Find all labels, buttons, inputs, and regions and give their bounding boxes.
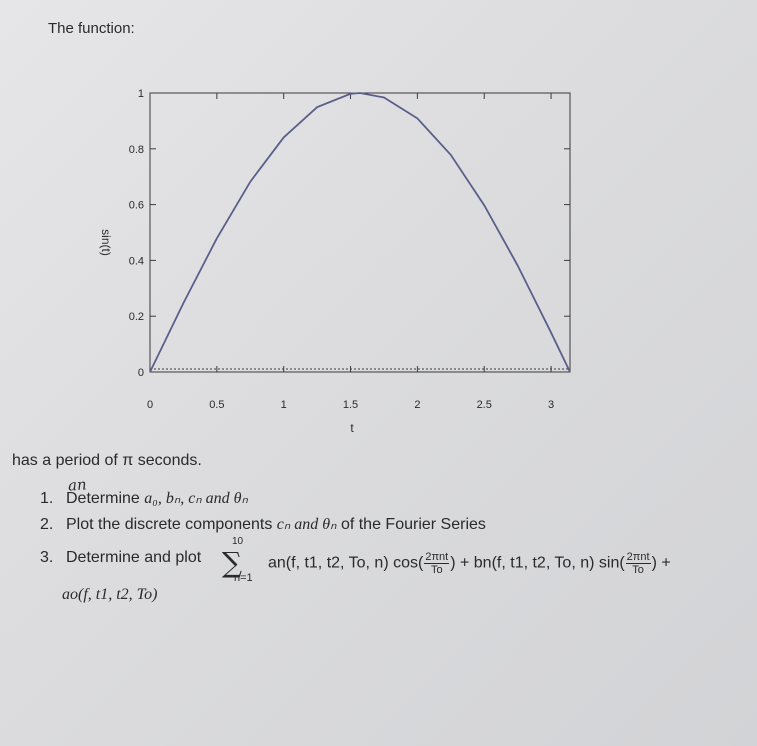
x-tick-label: 2.5 xyxy=(476,399,492,411)
item-2: 2. Plot the discrete components cₙ and θₙ of the Fourier Series xyxy=(40,516,486,533)
y-tick-label: 0.4 xyxy=(128,255,144,268)
x-tick-label: 1 xyxy=(280,399,287,411)
x-tick-label: 0.5 xyxy=(209,399,225,411)
x-tick-label: 0 xyxy=(146,399,154,411)
item-3: 3. Determine and plot xyxy=(40,549,202,566)
y-tick-label: 0.6 xyxy=(128,199,144,212)
x-tick-label: 1.5 xyxy=(342,399,359,411)
sine-curve xyxy=(150,93,570,372)
plot-frame xyxy=(150,93,570,372)
y-tick-label: 0.8 xyxy=(128,143,144,156)
y-tick-label: 0 xyxy=(137,367,144,379)
x-axis-label: t xyxy=(350,421,354,435)
x-tick-label: 3 xyxy=(548,399,555,411)
period-text: has a period of π seconds. xyxy=(12,452,202,469)
x-tick-label: 2 xyxy=(414,399,421,411)
sum-terms: an(f, t1, t2, To, n) cos( $\frac{\text{2πnt}}{To}$ ) + bn(f, t1, t2, To, n) sin( $\frac{\text{2πnt}}{To}$ ) + xyxy=(268,551,671,576)
y-tick-label: 1 xyxy=(137,88,144,100)
handwritten-note: an xyxy=(67,475,88,495)
item-1: 1. Determine a₀, bₙ, cₙ and θₙ xyxy=(40,490,248,507)
y-tick-label: 0.2 xyxy=(128,311,144,324)
header-text: The function: xyxy=(48,20,135,37)
sum-symbol: 10 ∑ n=1 xyxy=(222,536,253,584)
ao-term: ao(f, t1, t2, To) xyxy=(62,586,158,603)
y-axis-label: sin(t) xyxy=(99,229,113,256)
